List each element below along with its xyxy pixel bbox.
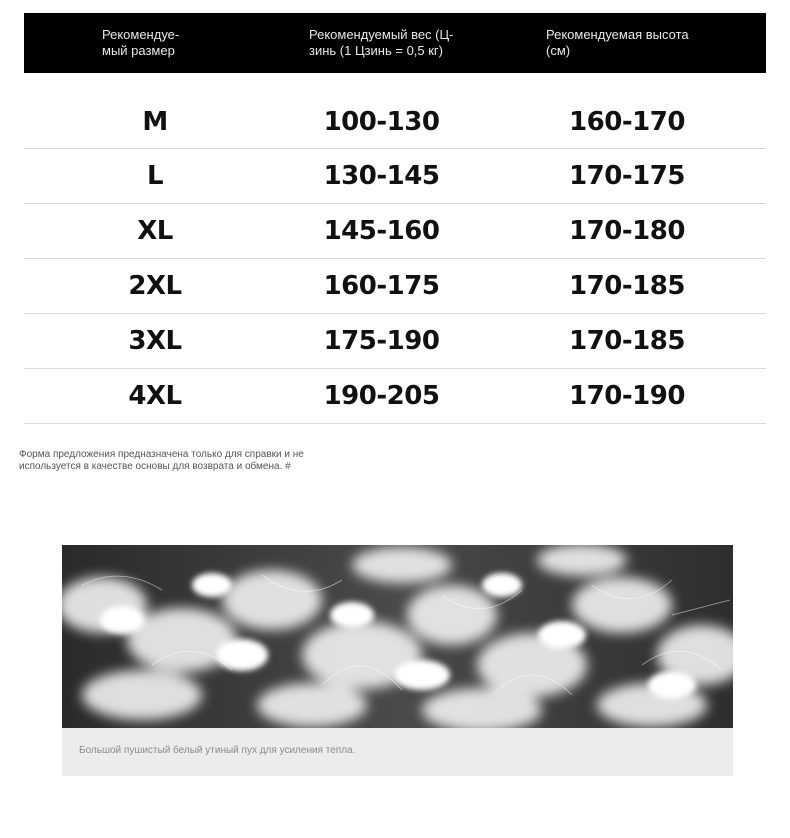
table-row [24, 95, 766, 149]
header-height: Рекомендуемая высота (см) [546, 27, 689, 58]
size-cell: L [146, 161, 164, 191]
size-chart-header [24, 13, 766, 73]
size-cell: 4XL [128, 381, 182, 411]
height-cell: 160-170 [569, 106, 685, 137]
table-row [24, 369, 766, 424]
size-chart-table [24, 95, 766, 424]
height-cell: 170-190 [569, 381, 685, 411]
size-cell: M [142, 106, 168, 137]
down-feather-panel [62, 545, 733, 776]
weight-cell: 130-145 [323, 161, 440, 191]
caption-bar [62, 728, 733, 776]
height-cell: 170-180 [569, 216, 685, 246]
photo-caption: Большой пушистый белый утиный пух для усиления тепла. [79, 745, 356, 756]
header-weight: Рекомендуемый вес (Ц- зинь (1 Цзинь = 0,5 кг) [309, 27, 454, 58]
size-cell: XL [137, 216, 173, 246]
down-feather-illustration [62, 545, 733, 728]
weight-cell: 175-190 [323, 326, 440, 356]
weight-cell: 190-205 [323, 381, 440, 411]
weight-cell: 145-160 [323, 216, 440, 246]
weight-cell: 160-175 [323, 271, 440, 301]
header-size: Рекомендуе- мый размер [102, 27, 180, 58]
down-feather-photo [62, 545, 733, 728]
size-cell: 2XL [128, 271, 182, 301]
table-row [24, 259, 766, 314]
table-row [24, 204, 766, 259]
size-cell: 3XL [128, 326, 182, 356]
table-row [24, 314, 766, 369]
disclaimer-note: Форма предложения предназначена только для справки и не используется в качестве основы для возврата и обмена. # [19, 449, 304, 472]
table-row [24, 149, 766, 204]
height-cell: 170-175 [569, 161, 685, 191]
weight-cell: 100-130 [323, 106, 440, 137]
height-cell: 170-185 [569, 271, 685, 301]
height-cell: 170-185 [569, 326, 685, 356]
